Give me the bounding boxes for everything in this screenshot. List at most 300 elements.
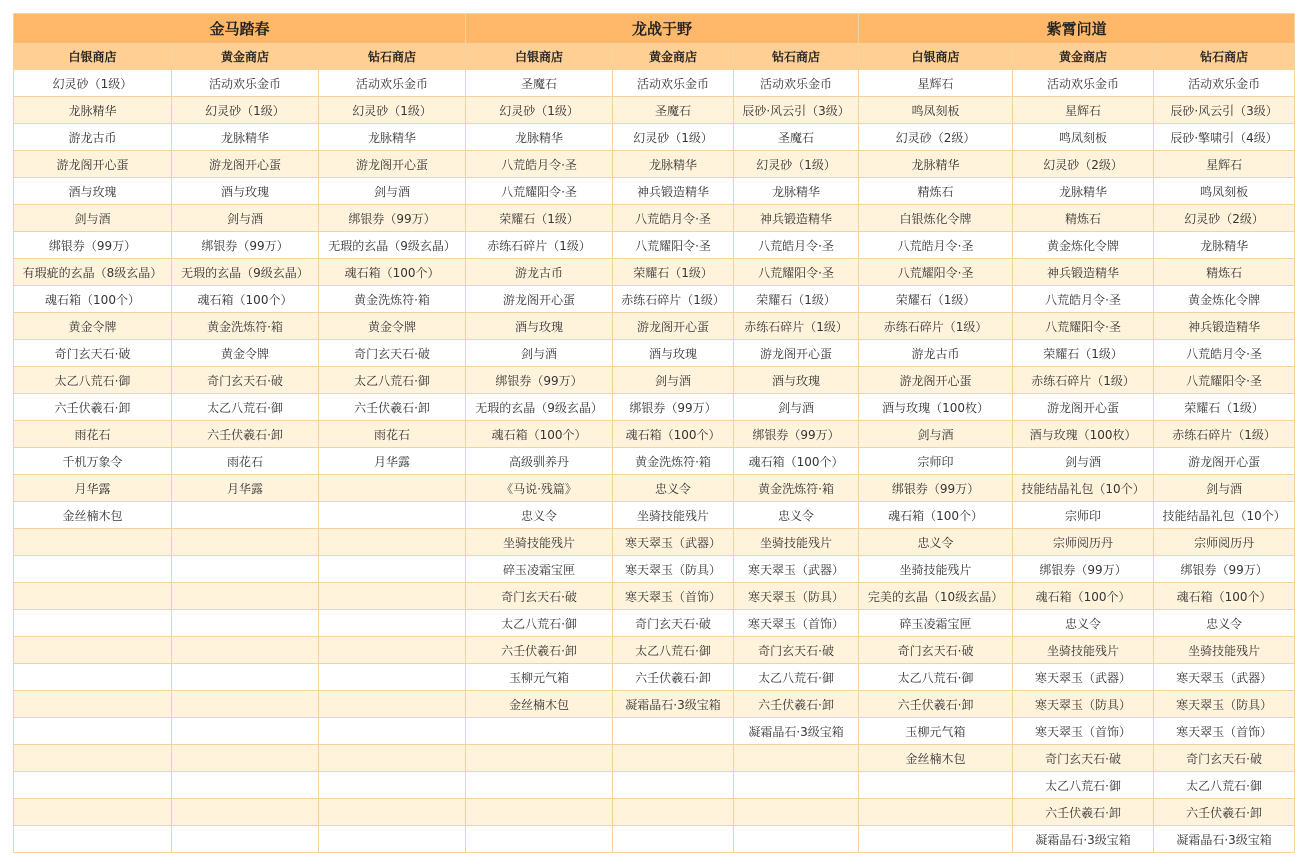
item-cell: 酒与玫瑰（100枚） bbox=[859, 394, 1013, 421]
item-cell: 六壬伏羲石·卸 bbox=[14, 394, 172, 421]
item-cell: 忠义令 bbox=[1013, 610, 1154, 637]
item-cell: 鸣凤刻板 bbox=[1154, 178, 1295, 205]
item-cell: 绑银券（99万） bbox=[1013, 556, 1154, 583]
item-cell: 忠义令 bbox=[734, 502, 859, 529]
item-cell bbox=[14, 583, 172, 610]
shop-header-diamond: 钻石商店 bbox=[734, 44, 859, 70]
item-cell: 完美的玄晶（10级玄晶） bbox=[859, 583, 1013, 610]
table-row bbox=[14, 286, 1295, 313]
item-cell: 剑与酒 bbox=[859, 421, 1013, 448]
item-cell: 剑与酒 bbox=[319, 178, 466, 205]
item-cell: 宗师阅历丹 bbox=[1154, 529, 1295, 556]
item-cell: 六壬伏羲石·卸 bbox=[172, 421, 319, 448]
table-row bbox=[14, 664, 1295, 691]
item-cell bbox=[613, 799, 734, 826]
item-cell bbox=[734, 826, 859, 853]
item-cell: 圣魔石 bbox=[613, 97, 734, 124]
table-row bbox=[14, 205, 1295, 232]
item-cell: 游龙古币 bbox=[859, 340, 1013, 367]
item-cell: 神兵锻造精华 bbox=[1013, 259, 1154, 286]
item-cell: 剑与酒 bbox=[172, 205, 319, 232]
item-cell: 精炼石 bbox=[859, 178, 1013, 205]
item-cell: 黄金洗炼符·箱 bbox=[172, 313, 319, 340]
item-cell: 奇门玄天石·破 bbox=[859, 637, 1013, 664]
table-row bbox=[14, 340, 1295, 367]
item-cell: 活动欢乐金币 bbox=[172, 70, 319, 97]
table-row bbox=[14, 691, 1295, 718]
item-cell: 六壬伏羲石·卸 bbox=[734, 691, 859, 718]
item-cell: 寒天翠玉（武器） bbox=[734, 556, 859, 583]
item-cell: 雨花石 bbox=[14, 421, 172, 448]
item-cell bbox=[613, 745, 734, 772]
item-cell: 黄金令牌 bbox=[14, 313, 172, 340]
item-cell: 游龙阁开心蛋 bbox=[466, 286, 613, 313]
item-cell: 忠义令 bbox=[859, 529, 1013, 556]
item-cell: 月华露 bbox=[319, 448, 466, 475]
item-cell: 剑与酒 bbox=[613, 367, 734, 394]
group-header-longzhan: 龙战于野 bbox=[466, 14, 859, 44]
item-cell: 太乙八荒石·御 bbox=[1154, 772, 1295, 799]
item-cell: 太乙八荒石·御 bbox=[859, 664, 1013, 691]
item-cell: 荣耀石（1级） bbox=[1154, 394, 1295, 421]
item-cell: 幻灵砂（1级） bbox=[172, 97, 319, 124]
shop-header-row bbox=[14, 44, 1295, 70]
item-cell: 游龙古币 bbox=[466, 259, 613, 286]
item-cell: 酒与玫瑰 bbox=[466, 313, 613, 340]
item-cell: 坐骑技能残片 bbox=[734, 529, 859, 556]
item-cell: 酒与玫瑰（100枚） bbox=[1013, 421, 1154, 448]
item-cell: 活动欢乐金币 bbox=[1013, 70, 1154, 97]
item-cell: 八荒耀阳令·圣 bbox=[466, 178, 613, 205]
table-row bbox=[14, 745, 1295, 772]
item-cell: 六壬伏羲石·卸 bbox=[1013, 799, 1154, 826]
item-cell: 八荒耀阳令·圣 bbox=[613, 232, 734, 259]
item-cell: 技能结晶礼包（10个） bbox=[1013, 475, 1154, 502]
item-cell: 奇门玄天石·破 bbox=[466, 583, 613, 610]
item-cell: 凝霜晶石·3级宝箱 bbox=[734, 718, 859, 745]
item-cell: 荣耀石（1级） bbox=[613, 259, 734, 286]
item-cell: 绑银券（99万） bbox=[859, 475, 1013, 502]
item-cell: 凝霜晶石·3级宝箱 bbox=[1154, 826, 1295, 853]
item-cell bbox=[466, 718, 613, 745]
item-cell: 剑与酒 bbox=[1013, 448, 1154, 475]
item-cell: 游龙阁开心蛋 bbox=[319, 151, 466, 178]
table-row bbox=[14, 448, 1295, 475]
item-cell: 八荒皓月令·圣 bbox=[1154, 340, 1295, 367]
item-cell: 无瑕的玄晶（9级玄晶） bbox=[466, 394, 613, 421]
item-cell: 幻灵砂（2级） bbox=[1154, 205, 1295, 232]
item-cell: 幻灵砂（1级） bbox=[319, 97, 466, 124]
item-cell: 忠义令 bbox=[1154, 610, 1295, 637]
item-cell: 龙脉精华 bbox=[859, 151, 1013, 178]
item-cell: 寒天翠玉（防具） bbox=[1013, 691, 1154, 718]
item-cell: 游龙阁开心蛋 bbox=[613, 313, 734, 340]
item-cell: 龙脉精华 bbox=[172, 124, 319, 151]
item-cell: 剑与酒 bbox=[14, 205, 172, 232]
item-cell: 碎玉凌霜宝匣 bbox=[859, 610, 1013, 637]
item-cell: 寒天翠玉（首饰） bbox=[613, 583, 734, 610]
item-cell: 黄金令牌 bbox=[319, 313, 466, 340]
item-cell: 剑与酒 bbox=[466, 340, 613, 367]
item-cell: 绑银券（99万） bbox=[172, 232, 319, 259]
item-cell: 游龙阁开心蛋 bbox=[859, 367, 1013, 394]
table-row bbox=[14, 799, 1295, 826]
item-cell bbox=[319, 610, 466, 637]
item-cell bbox=[466, 826, 613, 853]
item-cell: 赤练石碎片（1级） bbox=[859, 313, 1013, 340]
item-cell: 绑银券（99万） bbox=[319, 205, 466, 232]
item-cell: 宗师印 bbox=[1013, 502, 1154, 529]
item-cell bbox=[613, 718, 734, 745]
item-cell: 奇门玄天石·破 bbox=[613, 610, 734, 637]
item-cell bbox=[319, 529, 466, 556]
item-cell: 八荒皓月令·圣 bbox=[1013, 286, 1154, 313]
item-cell: 龙脉精华 bbox=[466, 124, 613, 151]
item-cell: 活动欢乐金币 bbox=[734, 70, 859, 97]
item-cell bbox=[172, 745, 319, 772]
item-cell bbox=[319, 691, 466, 718]
item-cell bbox=[319, 745, 466, 772]
item-cell bbox=[319, 556, 466, 583]
item-cell: 寒天翠玉（防具） bbox=[1154, 691, 1295, 718]
item-cell bbox=[14, 637, 172, 664]
item-cell: 荣耀石（1级） bbox=[859, 286, 1013, 313]
item-cell: 技能结晶礼包（10个） bbox=[1154, 502, 1295, 529]
item-cell bbox=[172, 502, 319, 529]
item-cell: 魂石箱（100个） bbox=[1013, 583, 1154, 610]
table-row bbox=[14, 475, 1295, 502]
shop-header-gold: 黄金商店 bbox=[613, 44, 734, 70]
item-cell: 玉柳元气箱 bbox=[859, 718, 1013, 745]
item-cell: 魂石箱（100个） bbox=[613, 421, 734, 448]
item-cell: 凝霜晶石·3级宝箱 bbox=[613, 691, 734, 718]
table-row bbox=[14, 637, 1295, 664]
item-cell: 太乙八荒石·御 bbox=[734, 664, 859, 691]
table-row bbox=[14, 772, 1295, 799]
item-cell bbox=[319, 583, 466, 610]
item-cell: 魂石箱（100个） bbox=[14, 286, 172, 313]
item-cell: 六壬伏羲石·卸 bbox=[613, 664, 734, 691]
table-row bbox=[14, 826, 1295, 853]
table-row bbox=[14, 367, 1295, 394]
item-cell: 活动欢乐金币 bbox=[319, 70, 466, 97]
item-cell: 奇门玄天石·破 bbox=[734, 637, 859, 664]
table-row bbox=[14, 259, 1295, 286]
item-cell: 六壬伏羲石·卸 bbox=[1154, 799, 1295, 826]
item-cell: 六壬伏羲石·卸 bbox=[859, 691, 1013, 718]
item-cell: 八荒皓月令·圣 bbox=[859, 232, 1013, 259]
item-cell: 无瑕的玄晶（9级玄晶） bbox=[319, 232, 466, 259]
item-cell: 星辉石 bbox=[1013, 97, 1154, 124]
item-cell bbox=[14, 691, 172, 718]
item-cell: 幻灵砂（1级） bbox=[734, 151, 859, 178]
item-cell bbox=[172, 583, 319, 610]
item-cell bbox=[14, 745, 172, 772]
item-cell: 辰砂·风云引（3级） bbox=[1154, 97, 1295, 124]
table-row bbox=[14, 583, 1295, 610]
item-cell: 绑银券（99万） bbox=[466, 367, 613, 394]
item-cell bbox=[172, 637, 319, 664]
item-cell: 金丝楠木包 bbox=[14, 502, 172, 529]
item-cell: 黄金洗炼符·箱 bbox=[734, 475, 859, 502]
item-cell: 绑银券（99万） bbox=[613, 394, 734, 421]
item-cell: 寒天翠玉（武器） bbox=[1154, 664, 1295, 691]
shop-header-diamond: 钻石商店 bbox=[319, 44, 466, 70]
item-cell: 精炼石 bbox=[1154, 259, 1295, 286]
item-cell: 八荒耀阳令·圣 bbox=[734, 259, 859, 286]
item-cell: 圣魔石 bbox=[734, 124, 859, 151]
item-cell: 星辉石 bbox=[859, 70, 1013, 97]
item-cell: 辰砂·擎啸引（4级） bbox=[1154, 124, 1295, 151]
table-row bbox=[14, 610, 1295, 637]
item-cell: 寒天翠玉（防具） bbox=[734, 583, 859, 610]
item-cell: 月华露 bbox=[14, 475, 172, 502]
item-cell bbox=[613, 772, 734, 799]
item-cell bbox=[859, 826, 1013, 853]
item-cell: 赤练石碎片（1级） bbox=[613, 286, 734, 313]
item-cell bbox=[14, 826, 172, 853]
item-cell: 酒与玫瑰 bbox=[613, 340, 734, 367]
item-cell: 寒天翠玉（武器） bbox=[613, 529, 734, 556]
item-cell bbox=[319, 502, 466, 529]
item-cell: 魂石箱（100个） bbox=[1154, 583, 1295, 610]
item-cell: 寒天翠玉（首饰） bbox=[734, 610, 859, 637]
item-cell: 星辉石 bbox=[1154, 151, 1295, 178]
item-cell: 雨花石 bbox=[172, 448, 319, 475]
shop-table-container bbox=[13, 13, 1295, 853]
item-cell bbox=[319, 664, 466, 691]
item-cell: 辰砂·风云引（3级） bbox=[734, 97, 859, 124]
item-cell: 龙脉精华 bbox=[1013, 178, 1154, 205]
item-cell: 黄金炼化令牌 bbox=[1154, 286, 1295, 313]
item-cell: 奇门玄天石·破 bbox=[319, 340, 466, 367]
item-cell: 坐骑技能残片 bbox=[466, 529, 613, 556]
item-cell: 奇门玄天石·破 bbox=[14, 340, 172, 367]
item-cell: 金丝楠木包 bbox=[466, 691, 613, 718]
item-cell: 月华露 bbox=[172, 475, 319, 502]
item-cell bbox=[14, 718, 172, 745]
item-cell: 忠义令 bbox=[466, 502, 613, 529]
item-cell: 玉柳元气箱 bbox=[466, 664, 613, 691]
item-cell: 六壬伏羲石·卸 bbox=[319, 394, 466, 421]
item-cell bbox=[172, 610, 319, 637]
item-cell: 凝霜晶石·3级宝箱 bbox=[1013, 826, 1154, 853]
item-cell: 游龙阁开心蛋 bbox=[1154, 448, 1295, 475]
shop-header-silver: 白银商店 bbox=[14, 44, 172, 70]
item-cell bbox=[14, 664, 172, 691]
item-cell: 魂石箱（100个） bbox=[172, 286, 319, 313]
item-cell: 神兵锻造精华 bbox=[1154, 313, 1295, 340]
group-header-row bbox=[14, 14, 1295, 44]
item-cell: 赤练石碎片（1级） bbox=[734, 313, 859, 340]
item-cell bbox=[319, 826, 466, 853]
item-cell: 幻灵砂（2级） bbox=[1013, 151, 1154, 178]
item-cell bbox=[172, 664, 319, 691]
item-cell bbox=[172, 826, 319, 853]
item-cell: 酒与玫瑰 bbox=[172, 178, 319, 205]
item-cell: 幻灵砂（1级） bbox=[613, 124, 734, 151]
item-cell: 剑与酒 bbox=[1154, 475, 1295, 502]
item-cell: 荣耀石（1级） bbox=[734, 286, 859, 313]
item-cell bbox=[859, 772, 1013, 799]
item-cell: 赤练石碎片（1级） bbox=[1013, 367, 1154, 394]
item-cell bbox=[319, 799, 466, 826]
item-cell: 游龙阁开心蛋 bbox=[14, 151, 172, 178]
table-row bbox=[14, 313, 1295, 340]
item-cell: 绑银券（99万） bbox=[1154, 556, 1295, 583]
item-cell bbox=[319, 637, 466, 664]
item-cell: 忠义令 bbox=[613, 475, 734, 502]
item-cell: 精炼石 bbox=[1013, 205, 1154, 232]
shop-header-diamond: 钻石商店 bbox=[1154, 44, 1295, 70]
item-cell: 黄金炼化令牌 bbox=[1013, 232, 1154, 259]
item-cell bbox=[466, 745, 613, 772]
item-cell: 活动欢乐金币 bbox=[1154, 70, 1295, 97]
item-cell: 奇门玄天石·破 bbox=[1154, 745, 1295, 772]
table-row bbox=[14, 421, 1295, 448]
item-cell bbox=[172, 799, 319, 826]
item-cell: 太乙八荒石·御 bbox=[613, 637, 734, 664]
item-cell: 龙脉精华 bbox=[319, 124, 466, 151]
item-cell bbox=[172, 718, 319, 745]
item-cell: 黄金令牌 bbox=[172, 340, 319, 367]
item-cell: 太乙八荒石·御 bbox=[466, 610, 613, 637]
item-cell: 千机万象令 bbox=[14, 448, 172, 475]
item-cell: 八荒耀阳令·圣 bbox=[1154, 367, 1295, 394]
table-row bbox=[14, 529, 1295, 556]
item-cell: 剑与酒 bbox=[734, 394, 859, 421]
item-cell: 魂石箱（100个） bbox=[319, 259, 466, 286]
item-cell: 太乙八荒石·御 bbox=[1013, 772, 1154, 799]
item-cell: 活动欢乐金币 bbox=[613, 70, 734, 97]
item-cell: 鸣凤刻板 bbox=[859, 97, 1013, 124]
item-cell bbox=[734, 772, 859, 799]
item-cell: 宗师阅历丹 bbox=[1013, 529, 1154, 556]
item-cell: 寒天翠玉（防具） bbox=[613, 556, 734, 583]
item-cell: 神兵锻造精华 bbox=[613, 178, 734, 205]
item-cell: 幻灵砂（1级） bbox=[466, 97, 613, 124]
item-cell: 荣耀石（1级） bbox=[1013, 340, 1154, 367]
item-cell: 神兵锻造精华 bbox=[734, 205, 859, 232]
item-cell: 碎玉凌霜宝匣 bbox=[466, 556, 613, 583]
item-cell: 金丝楠木包 bbox=[859, 745, 1013, 772]
item-cell bbox=[319, 772, 466, 799]
item-cell bbox=[319, 475, 466, 502]
item-cell: 绑银券（99万） bbox=[14, 232, 172, 259]
table-row bbox=[14, 232, 1295, 259]
table-row bbox=[14, 124, 1295, 151]
item-cell bbox=[14, 772, 172, 799]
item-cell: 黄金洗炼符·箱 bbox=[613, 448, 734, 475]
item-cell bbox=[14, 610, 172, 637]
item-cell: 八荒耀阳令·圣 bbox=[859, 259, 1013, 286]
item-cell bbox=[14, 799, 172, 826]
item-cell: 太乙八荒石·御 bbox=[14, 367, 172, 394]
item-cell: 绑银券（99万） bbox=[734, 421, 859, 448]
table-row bbox=[14, 151, 1295, 178]
item-cell: 寒天翠玉（首饰） bbox=[1013, 718, 1154, 745]
item-cell: 宗师印 bbox=[859, 448, 1013, 475]
group-header-jinma: 金马踏春 bbox=[14, 14, 466, 44]
item-cell: 太乙八荒石·御 bbox=[172, 394, 319, 421]
group-header-zixiao: 紫霄问道 bbox=[859, 14, 1295, 44]
item-cell bbox=[172, 691, 319, 718]
item-cell: 游龙阁开心蛋 bbox=[734, 340, 859, 367]
shop-items-table bbox=[13, 13, 1295, 853]
item-cell: 魂石箱（100个） bbox=[466, 421, 613, 448]
item-cell: 八荒皓月令·圣 bbox=[466, 151, 613, 178]
item-cell bbox=[734, 745, 859, 772]
item-cell: 太乙八荒石·御 bbox=[319, 367, 466, 394]
item-cell: 游龙阁开心蛋 bbox=[1013, 394, 1154, 421]
item-cell: 赤练石碎片（1级） bbox=[466, 232, 613, 259]
item-cell bbox=[466, 799, 613, 826]
item-cell: 奇门玄天石·破 bbox=[1013, 745, 1154, 772]
item-cell: 《马说·残篇》 bbox=[466, 475, 613, 502]
item-cell: 寒天翠玉（武器） bbox=[1013, 664, 1154, 691]
item-cell: 幻灵砂（2级） bbox=[859, 124, 1013, 151]
item-cell: 白银炼化令牌 bbox=[859, 205, 1013, 232]
item-cell bbox=[172, 529, 319, 556]
item-cell: 坐骑技能残片 bbox=[859, 556, 1013, 583]
item-cell: 鸣凤刻板 bbox=[1013, 124, 1154, 151]
table-row bbox=[14, 394, 1295, 421]
item-cell: 酒与玫瑰 bbox=[14, 178, 172, 205]
item-cell: 圣魔石 bbox=[466, 70, 613, 97]
item-cell: 酒与玫瑰 bbox=[734, 367, 859, 394]
item-cell: 高级驯养丹 bbox=[466, 448, 613, 475]
item-cell: 八荒皓月令·圣 bbox=[734, 232, 859, 259]
item-cell: 龙脉精华 bbox=[1154, 232, 1295, 259]
shop-header-silver: 白银商店 bbox=[859, 44, 1013, 70]
item-cell bbox=[734, 799, 859, 826]
item-cell bbox=[172, 556, 319, 583]
item-cell: 八荒耀阳令·圣 bbox=[1013, 313, 1154, 340]
item-cell: 雨花石 bbox=[319, 421, 466, 448]
shop-header-gold: 黄金商店 bbox=[1013, 44, 1154, 70]
item-cell bbox=[14, 556, 172, 583]
item-cell: 无瑕的玄晶（9级玄晶） bbox=[172, 259, 319, 286]
item-cell: 黄金洗炼符·箱 bbox=[319, 286, 466, 313]
item-cell: 奇门玄天石·破 bbox=[172, 367, 319, 394]
item-cell bbox=[172, 772, 319, 799]
item-cell: 坐骑技能残片 bbox=[1013, 637, 1154, 664]
item-cell: 龙脉精华 bbox=[613, 151, 734, 178]
table-row bbox=[14, 502, 1295, 529]
item-cell: 八荒皓月令·圣 bbox=[613, 205, 734, 232]
table-row bbox=[14, 178, 1295, 205]
item-cell bbox=[613, 826, 734, 853]
shop-header-gold: 黄金商店 bbox=[172, 44, 319, 70]
table-row bbox=[14, 70, 1295, 97]
item-cell: 荣耀石（1级） bbox=[466, 205, 613, 232]
item-cell bbox=[466, 772, 613, 799]
item-cell: 寒天翠玉（首饰） bbox=[1154, 718, 1295, 745]
item-cell: 游龙阁开心蛋 bbox=[172, 151, 319, 178]
item-cell: 龙脉精华 bbox=[734, 178, 859, 205]
shop-header-silver: 白银商店 bbox=[466, 44, 613, 70]
item-cell: 幻灵砂（1级） bbox=[14, 70, 172, 97]
item-cell: 游龙古币 bbox=[14, 124, 172, 151]
item-cell: 魂石箱（100个） bbox=[859, 502, 1013, 529]
table-row bbox=[14, 556, 1295, 583]
shop-items-body bbox=[14, 70, 1295, 853]
item-cell: 有瑕疵的玄晶（8级玄晶） bbox=[14, 259, 172, 286]
item-cell: 六壬伏羲石·卸 bbox=[466, 637, 613, 664]
item-cell bbox=[319, 718, 466, 745]
item-cell: 坐骑技能残片 bbox=[613, 502, 734, 529]
item-cell bbox=[859, 799, 1013, 826]
